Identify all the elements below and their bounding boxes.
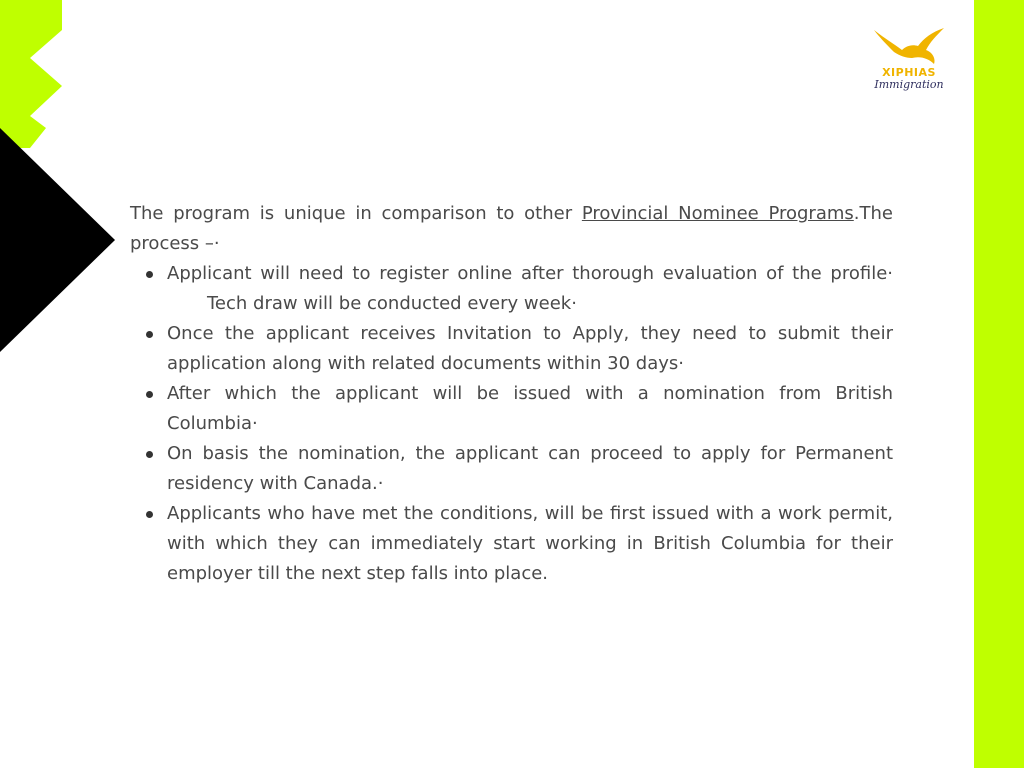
logo-brand-name: XIPHIAS bbox=[882, 66, 936, 79]
decorative-green-shape bbox=[0, 0, 62, 148]
list-item-text: After which the applicant will be issued with a nomination from British Columbia· bbox=[167, 383, 893, 434]
intro-paragraph bbox=[130, 199, 893, 259]
list-item bbox=[167, 499, 893, 589]
process-list bbox=[130, 259, 893, 589]
eagle-icon bbox=[866, 24, 952, 68]
content-body bbox=[130, 199, 893, 589]
list-item-extra: Tech draw will be conducted every week· bbox=[207, 293, 577, 314]
list-item-text: On basis the nomination, the applicant can proceed to apply for Permanent residency with Canada.· bbox=[167, 443, 893, 494]
list-item-text: Applicants who have met the conditions, will be first issued with a work permit, with which they can immediately start working in British Columbia for their employer till the next step falls into place. bbox=[167, 503, 893, 584]
brand-logo bbox=[866, 24, 952, 94]
provincial-nominee-link[interactable]: Provincial Nominee Programs bbox=[581, 203, 854, 224]
right-accent-bar bbox=[974, 0, 1024, 768]
logo-subtitle: Immigration bbox=[874, 78, 944, 91]
list-item-text: Once the applicant receives Invitation to Apply, they need to submit their application along with related documents within 30 days· bbox=[167, 323, 893, 374]
list-item bbox=[167, 379, 893, 439]
list-item bbox=[167, 259, 893, 319]
intro-suffix: .The process –· bbox=[130, 203, 893, 254]
list-item-text: Applicant will need to register online after thorough evaluation of the profile· bbox=[167, 263, 893, 284]
decorative-black-triangle bbox=[0, 128, 115, 352]
decorative-shapes bbox=[0, 0, 120, 360]
intro-prefix: The program is unique in comparison to other bbox=[130, 203, 582, 224]
list-item bbox=[167, 319, 893, 379]
list-item bbox=[167, 439, 893, 499]
